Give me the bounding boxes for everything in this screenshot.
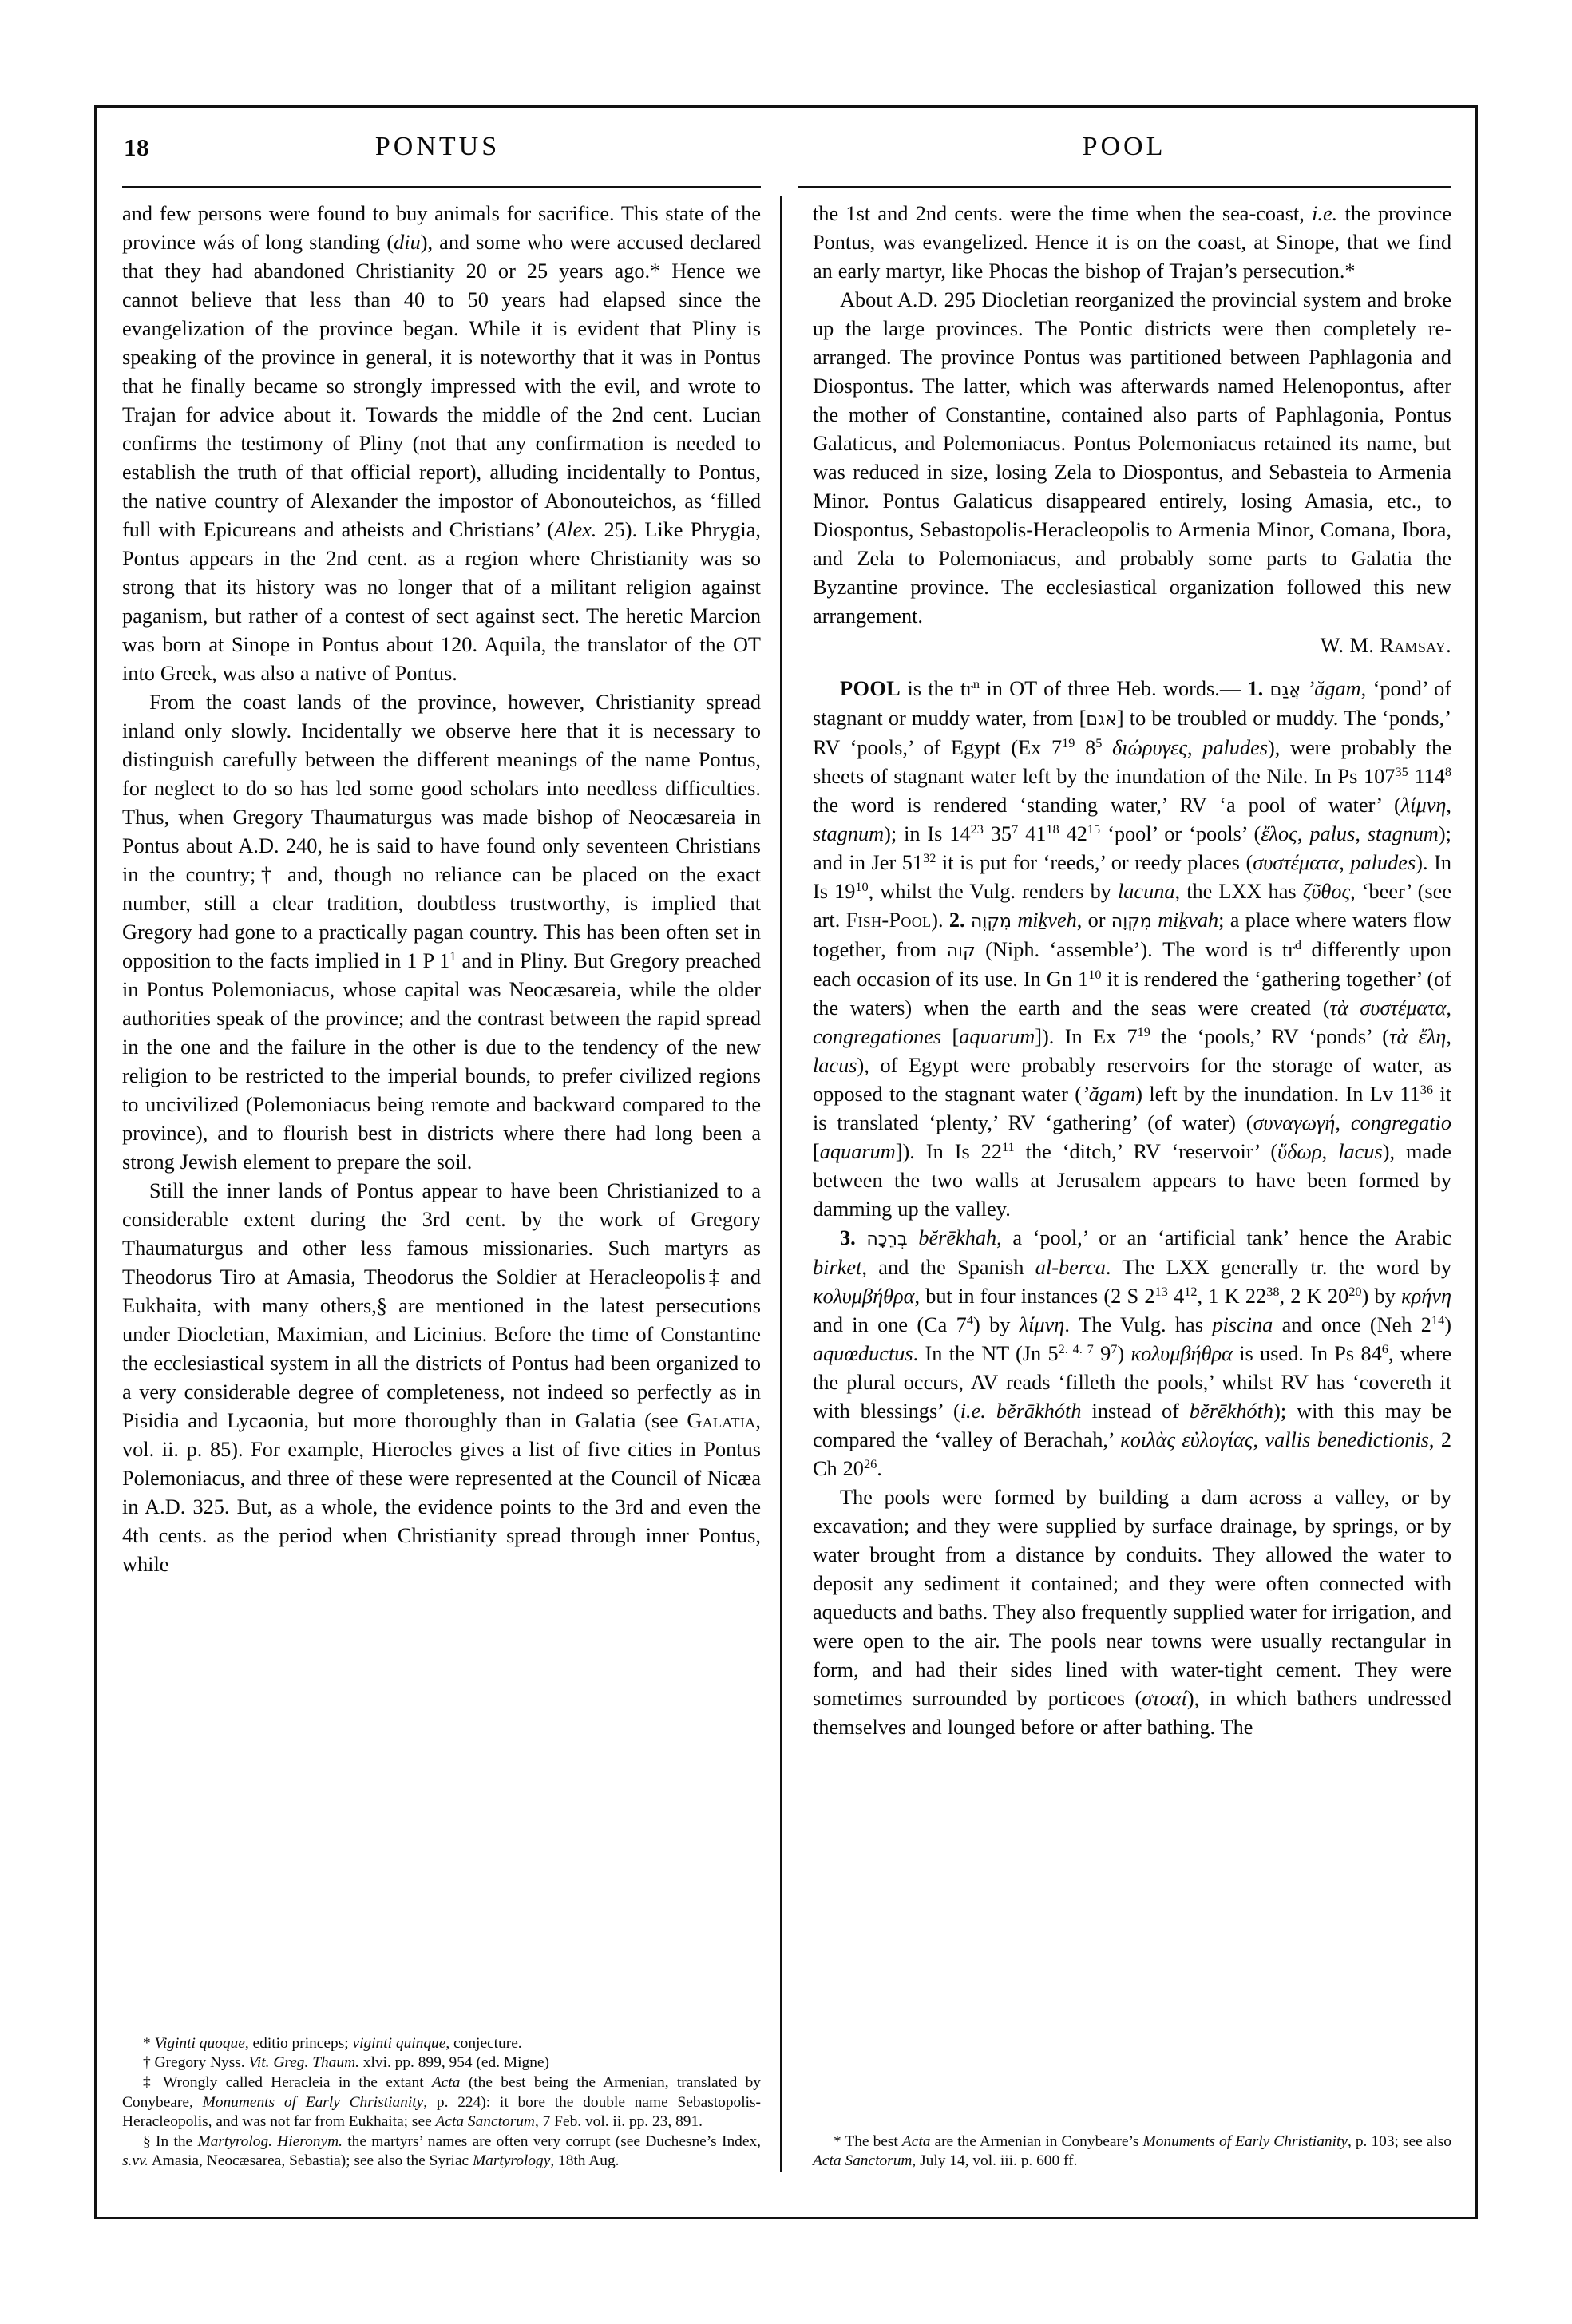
paragraph: Still the inner lands of Pontus appear to have been Christianized to a considerable extent during the 3rd cent. by the work of Gregory Thaumaturgus and other less famous missionaries. Such martyrs as Theodorus Tiro at Amasia, Theodorus the Soldier at Heracleopolis‡ and Eukhaita, with many others,§ are mentioned in the latest persecutions under Diocletian, Maximian, and Licinius. Before the time of Constantine the ecclesiastical system in all the districts of Pontus had been organized to a very considerable degree of completeness, not indeed so perfectly as in Pisidia and Lycaonia, but more thoroughly than in Galatia (see Galatia, vol. ii. p. 85). For example, Hierocles gives a list of five cities in Pontus Polemoniacus, and three of these were represented at the Council of Nicæa in A.D. 325. But, as a whole, the evidence points to the 3rd and even the 4th cents. as the period when Christianity spread through inner Pontus, while (122, 1179, 761, 1576)
running-head (122, 124, 1451, 186)
page-number: 18 (124, 133, 149, 161)
left-column-footnotes (122, 2034, 761, 2172)
column-right (813, 200, 1451, 2172)
paragraph: the 1st and 2nd cents. were the time when the sea-coast, i.e. the province Pontus, was evangelized. Hence it is on the coast, at Sinope, that we find an early martyr, like Phocas the bishop of Trajan’s persecution.* (813, 202, 1451, 283)
footnote: ‡ Wrongly called Heracleia in the extant Acta (the best being the Armenian, translated by Conybeare, Monuments of Early Christianity, p. 224): it bore the double name Sebastopolis-Heracleopolis, and was not far from Eukhaita; see Acta Sanctorum, 7 Feb. vol. ii. pp. 23, 891. (122, 2074, 762, 2131)
header-rule-right (798, 186, 1451, 188)
right-column-body (813, 200, 1451, 1742)
footnote: * Viginti quoque, editio princeps; viginti quinque, conjecture. (143, 2034, 522, 2052)
page-content (122, 124, 1451, 2199)
author-signature: W. M. Ramsay. (1320, 634, 1451, 657)
running-head-right: POOL (1082, 132, 1166, 161)
column-left (122, 200, 761, 2172)
paragraph: From the coast lands of the province, however, Christianity spread inland only slowly. Incidentally we observe here that it is necessary to distinguish carefully between the different meanings of the name Pontus, for neglect to do so has led some good scholars into needless difficulties. Thus, when Gregory Thaumaturgus was made bishop of Neocæsareia in Pontus about A.D. 240, he is said to have found only seventeen Christians in the country;† and, though no reliance can be placed on the exact number, still a clear tradition, doubtless trustworthy, is implied that Gregory had gone to a practically pagan country. This has been often set in opposition to the facts implied in 1 P $1^1$ and in Pliny. But Gregory preached in Pontus Polemoniacus, whose capital was Neocæsareia, while the older authorities speak of the province; and the contrast between the rapid spread in the one and the failure in the other is due to the tendency of the new religion to be restricted to the imperial bounds, to prefer civilized regions to uncivilized (Polemoniacus being remote and backward compared to the province), and to flourish best in districts where there had long been a strong Jewish element to prepare the soil. (122, 691, 761, 1174)
page-border (94, 105, 1478, 2219)
entry-paragraph: 3. בְרֵכָה bĕrēkhah, a ‘pool,’ or an ‘artificial tank’ hence the Arabic birket, and the Spanish al-berca. The LXX generally tr. the word by κολυμβήθρα, but in four instances (2 S $2^{13}$ $4^{12}$, 1 K $22^{38}$, 2 K $20^{20}$) by κρήνη and in one (Ca $7^4$) by λίμνη. The Vulg. has piscina and once (Neh $2^{14}$) aquœductus. In the NT (Jn $5^{2. 4. 7}$ $9^7$) κολυμβήθρα is used. In Ps $84^6$, where the plural occurs, AV reads ‘filleth the pools,’ whilst RV has ‘covereth it with blessings’ (i.e. bĕrākhóth instead of bĕrēkhóth); with this may be compared the ‘valley of Berachah,’ κοιλὰς εὐλογίας, vallis benedictionis, 2 Ch $20^{26}$. (813, 1226, 1452, 1480)
text-columns (122, 200, 1451, 2172)
running-head-left: PONTUS (374, 132, 501, 161)
paragraph: and few persons were found to buy animals for sacrifice. This state of the province wás of long standing (diu), and some who were accused declared that they had abandoned Christianity 20 or 25 years ago.* Hence we cannot believe that less than 40 to 50 years had elapsed since the evangelization of the province began. While it is evident that Pliny is speaking of the province in general, it is noteworthy that it was in Pontus that he finally became so strongly impressed with the evil, and wrote to Trajan for advice about it. Towards the middle of the 2nd cent. Lucian confirms the testimony of Pliny (not that any confirmation is needed to establish the truth of that official report), alluding incidentally to Pontus, the native country of Alexander the impostor of Abonouteichos, as ‘filled full with Epicureans and atheists and Christians’ (Alex. 25). Like Phrygia, Pontus appears in the 2nd cent. as a region where Christianity was so strong that its history was no longer that of a militant religion against paganism, but rather of a contest of sect against sect. The heretic Marcion was born at Sinope in Pontus about 120. Aquila, the translator of the OT into Greek, was also a native of Pontus. (122, 202, 761, 685)
entry-paragraph: The pools were formed by building a dam across a valley, or by excavation; and they were supplied by surface drainage, by springs, or by water brought from a distance by conduits. They allowed the water to deposit any sediment it contained; and they were often connected with aqueducts and baths. They also frequently supplied water for irrigation, and were open to the air. The pools near towns were usually rectangular in form, and had their sides lined with water-tight cement. They were sometimes surrounded by porticoes (στοαί), in which bathers undressed themselves and lounged before or after bathing. The (813, 1486, 1451, 1739)
column-divider (780, 196, 782, 2172)
right-column-footnotes (813, 2132, 1451, 2172)
paragraph: About A.D. 295 Diocletian reorganized the provincial system and broke up the large provinces. The Pontic districts were then completely re-arranged. The province Pontus was partitioned between Paphlagonia and Diospontus. The latter, which was afterwards named Helenopontus, after the mother of Constantine, contained also parts of Paphlagonia, Pontus Galaticus, and Polemoniacus. Pontus Polemoniacus retained its name, but was reduced in size, losing Zela to Diospontus, and Sebasteia to Armenia Minor. Pontus Galaticus disappeared entirely, losing Amasia, etc., to Diospontus, Sebastopolis-Heracleopolis to Armenia Minor, Comana, Ibora, and Zela to Polemoniacus, and probably some parts to Galatia the Byzantine province. The ecclesiastical organization followed this new arrangement. (813, 288, 1451, 628)
footnote: § In the Martyrolog. Hieronym. the martyrs’ names are often very corrupt (see Duchesne’s Index, s.vv. Amasia, Neocæsarea, Sebastia); see also the Syriac Martyrology, 18th Aug. (122, 2132, 762, 2170)
footnote: † Gregory Nyss. Vit. Greg. Thaum. xlvi. pp. 899, 954 (ed. Migne) (143, 2054, 549, 2072)
header-rule-left (122, 186, 761, 188)
header-rule (122, 186, 1451, 189)
entry-spacer (813, 660, 1451, 675)
left-column-body (122, 200, 761, 1579)
entry-paragraph: POOL is the $tr^n$ in OT of three Heb. words.— 1. אֲגַם ’ăgam, ‘pond’ of stagnant or muddy water, from [אגם] to be troubled or muddy. The ‘ponds,’ RV ‘pools,’ of Egypt (Ex $7^{19}$ $8^5$ διώρυγες, paludes), were probably the sheets of stagnant water left by the inundation of the Nile. In Ps $107^{35}$ $114^8$ the word is rendered ‘standing water,’ RV ‘a pool of water’ (λίμνη, stagnum); in Is $14^{23}$ $35^7$ $41^{18}$ $42^{15}$ ‘pool’ or ‘pools’ (ἔλος, palus, stagnum); and in Jer $51^{32}$ it is put for ‘reeds,’ or reedy places (συστέματα, paludes). In Is $19^{10}$, whilst the Vulg. renders by lacuna, the LXX has ζῦθος, ‘beer’ (see art. Fish-Pool). 2. מִקְוֶה miḵveh, or מִקְוָה miḵvah; a place where waters flow together, from קוה (Niph. ‘assemble’). The word is $tr^d$ differently upon each occasion of its use. In Gn $1^{10}$ it is rendered the ‘gathering together’ (of the waters) when the earth and the seas were created (τὰ συστέματα, congregationes [aquarum]). In Ex $7^{19}$ the ‘pools,’ RV ‘ponds’ (τὰ ἔλη, lacus), of Egypt were probably reservoirs for the storage of water, as opposed to the stagnant water (’ăgam) left by the inundation. In Lv $11^{36}$ it is translated ‘plenty,’ RV ‘gathering’ (of water) (συναγωγή, congregatio [aquarum]). In Is $22^{11}$ the ‘ditch,’ RV ‘reservoir’ (ὕδωρ, lacus), made between the two walls at Jerusalem appears to have been formed by damming up the valley. (813, 676, 1452, 1221)
footnote: * The best Acta are the Armenian in Conybeare’s Monuments of Early Christianity, p. 103; see also Acta Sanctorum, July 14, vol. iii. p. 600 ff. (813, 2132, 1452, 2170)
